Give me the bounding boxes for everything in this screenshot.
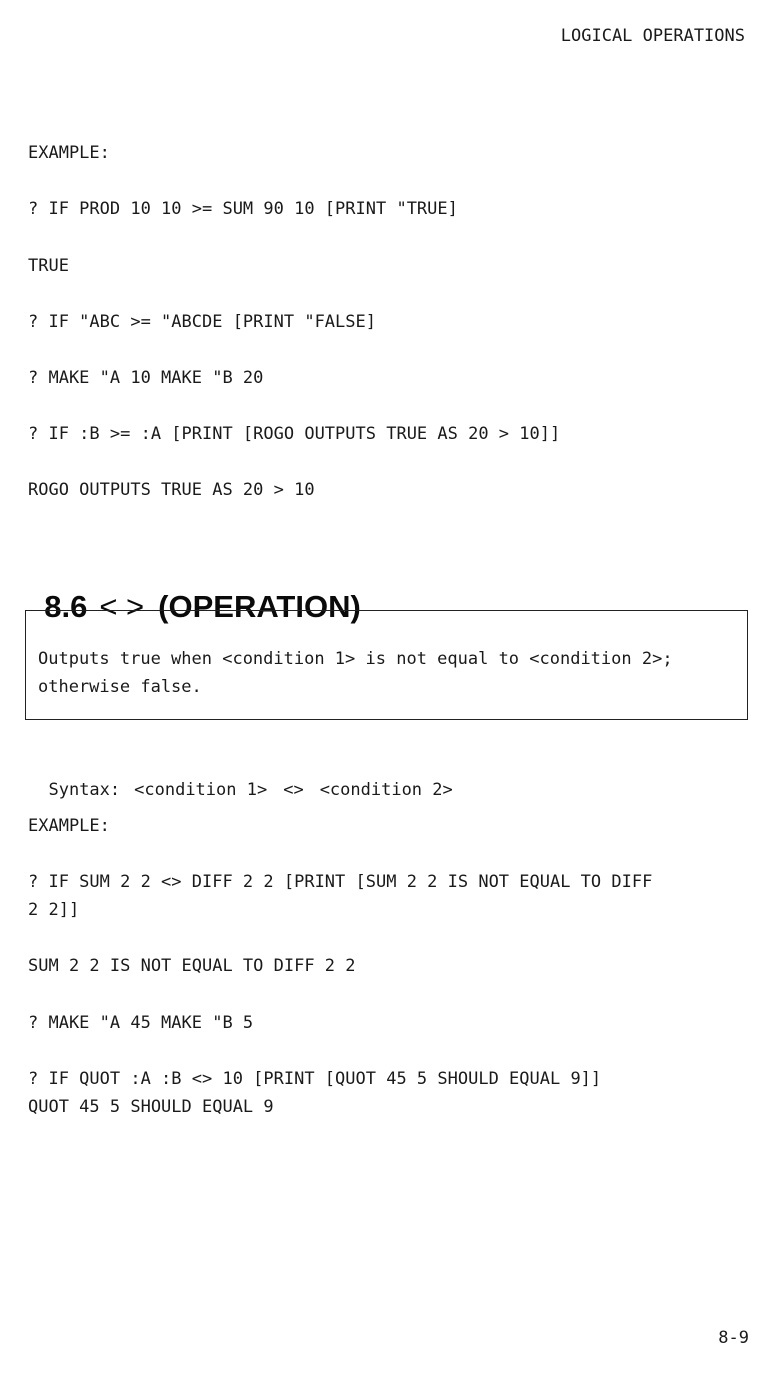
code-line: ? IF "ABC >= "ABCDE [PRINT "FALSE] [28,312,376,332]
section-operator: < > [99,589,145,624]
code-line: ? IF SUM 2 2 <> DIFF 2 2 [PRINT [SUM 2 2 IS NOT EQUAL TO DIFF [28,872,653,892]
code-line: 2 2]] [28,900,80,920]
syntax-operator: <> [283,780,304,800]
output-line: ROGO OUTPUTS TRUE AS 20 > 10 [28,480,315,500]
page-number: 8-9 [718,1328,749,1348]
section-number: 8.6 [44,589,88,624]
code-line: ? MAKE "A 10 MAKE "B 20 [28,368,264,388]
description-line: otherwise false. [38,677,202,697]
section-title: (OPERATION) [158,589,361,624]
running-header: LOGICAL OPERATIONS [560,26,745,46]
example-label: EXAMPLE: [28,816,110,836]
output-line: SUM 2 2 IS NOT EQUAL TO DIFF 2 2 [28,956,356,976]
syntax-label: Syntax: [48,780,121,800]
code-line: ? IF :B >= :A [PRINT [ROGO OUTPUTS TRUE AS 20 > 10]] [28,424,561,444]
description-text [38,645,673,701]
syntax-operand-right: <condition 2> [319,780,453,800]
description-line: Outputs true when <condition 1> is not equal to <condition 2>; [38,649,673,669]
syntax-line [28,757,453,801]
example-label: EXAMPLE: [28,143,110,163]
output-line: TRUE [28,256,69,276]
code-line: ? IF PROD 10 10 >= SUM 90 10 [PRINT "TRUE] [28,199,458,219]
syntax-operand-left: <condition 1> [134,780,268,800]
description-box [25,610,748,720]
output-line: QUOT 45 5 SHOULD EQUAL 9 [28,1097,274,1117]
code-line: ? IF QUOT :A :B <> 10 [PRINT [QUOT 45 5 SHOULD EQUAL 9]] [28,1069,602,1089]
code-line: ? MAKE "A 45 MAKE "B 5 [28,1013,254,1033]
